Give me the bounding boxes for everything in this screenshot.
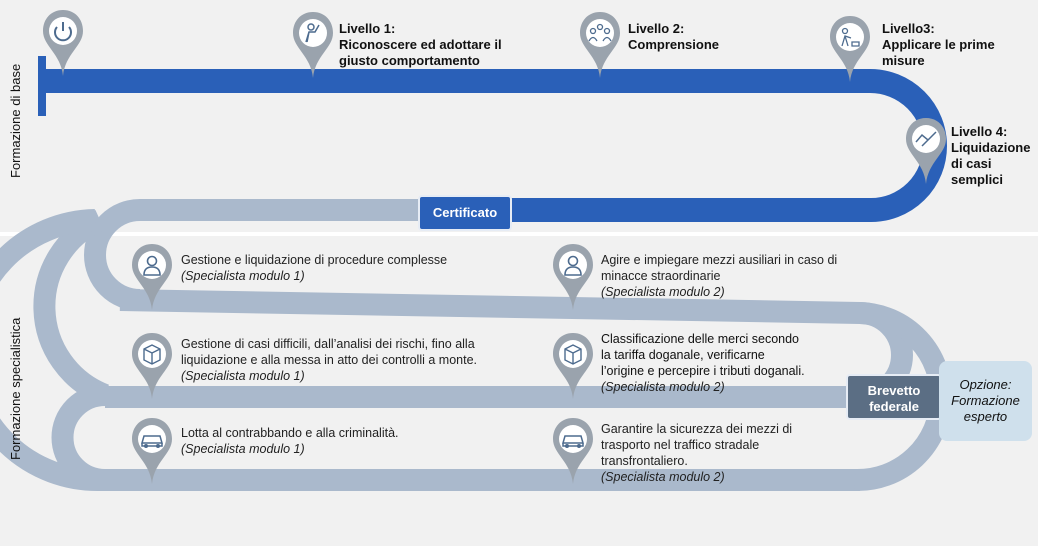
certificate-badge: Certificato: [418, 195, 512, 231]
handshake-icon: [906, 118, 946, 184]
section-label-specialist: Formazione specialistica: [8, 317, 23, 460]
person-icon: [132, 244, 172, 310]
level-4-label: Livello 4: Liquidazione di casi semplici: [951, 124, 1031, 187]
blue-track: [42, 81, 935, 210]
level-3-label: Livello3: Applicare le prime misure: [882, 21, 995, 68]
module-text: Agire e impiegare mezzi ausiliari in caso di minacce straordinarie (Specialista modulo 2): [601, 253, 838, 299]
module-text: Gestione e liquidazione di procedure complesse (Specialista modulo 1): [181, 253, 448, 283]
people-discussion-icon: [580, 12, 620, 78]
level-1-label: Livello 1: Riconoscere ed adottare il giusto comportamento: [339, 21, 502, 68]
section-label-base: Formazione di base: [8, 63, 23, 178]
module-text: Classificazione delle merci secondo la tariffa doganale, verificarne l’origine e percepire i tributi doganali. (Specialista modulo 2): [601, 332, 805, 394]
car-icon: [553, 418, 593, 484]
inspection-icon: [830, 16, 870, 82]
power-icon: [43, 10, 83, 76]
car-icon: [132, 418, 172, 484]
level-2-label: Livello 2: Comprensione: [628, 21, 720, 52]
option-expert-box: Opzione: Formazione esperto: [939, 361, 1032, 441]
module-text: Lotta al contrabbando e alla criminalità. (Specialista modulo 1): [181, 426, 399, 456]
person-icon: [553, 244, 593, 310]
person-pointing-icon: [293, 12, 333, 78]
module-text: Gestione di casi difficili, dall’analisi dei rischi, fino alla liquidazione e alla messa in atto dei controlli a monte. (Specialista modulo 1): [181, 337, 478, 383]
package-icon: [553, 333, 593, 399]
brevetto-federale-badge: Brevetto federale: [846, 374, 942, 420]
package-icon: [132, 333, 172, 399]
module-text: Garantire la sicurezza dei mezzi di trasporto nel traffico stradale transfrontaliero. (Specialista modulo 2): [601, 422, 793, 484]
